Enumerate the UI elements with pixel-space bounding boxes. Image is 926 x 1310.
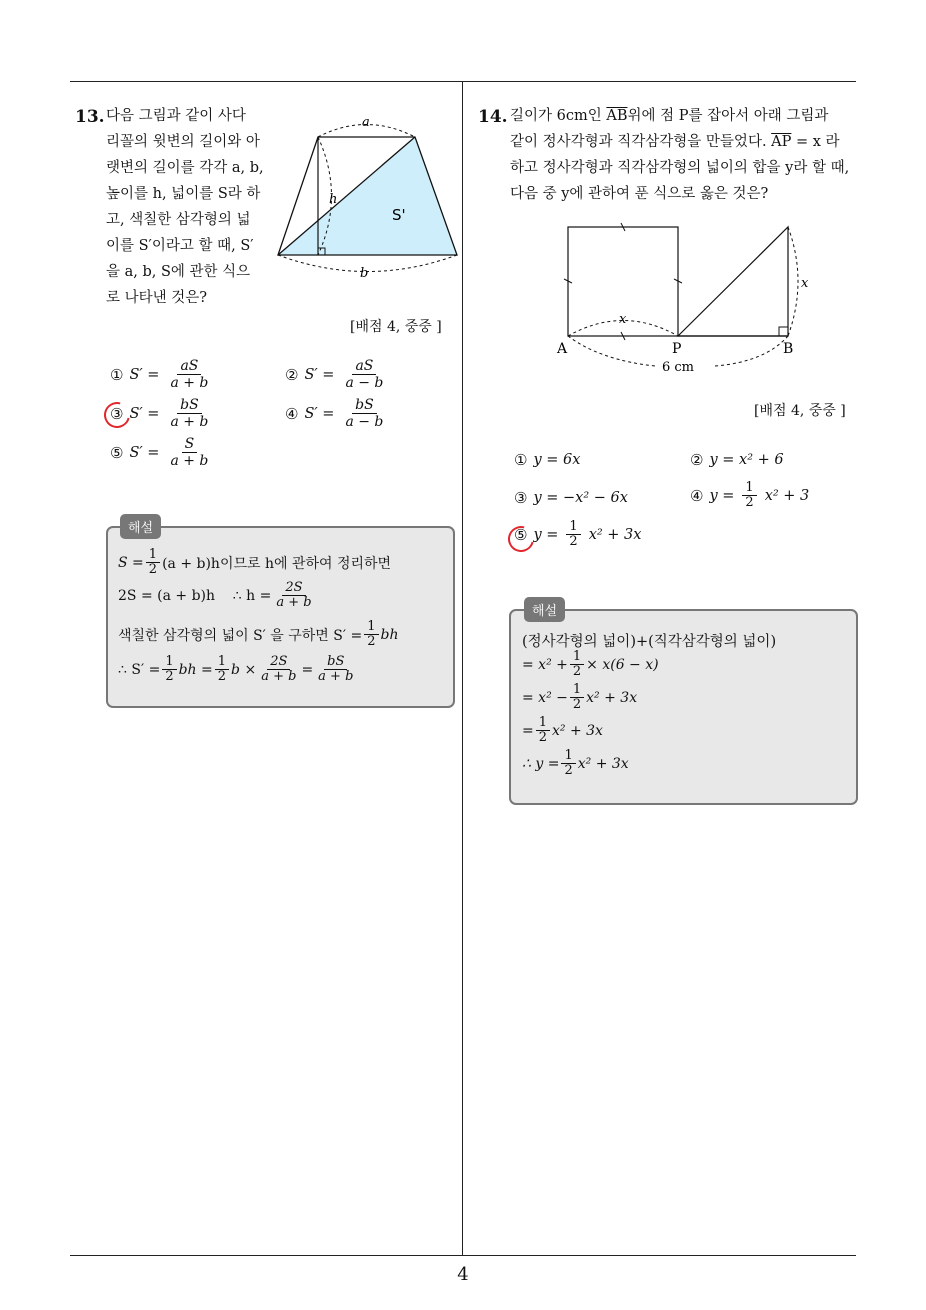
- choice-lhs: S′ =: [129, 444, 160, 461]
- choice-number: ③: [110, 404, 124, 423]
- page-number: 4: [457, 1264, 469, 1285]
- numerator: 1: [566, 520, 580, 535]
- solution-fraction: [364, 620, 378, 649]
- solution-line-4: [118, 655, 358, 684]
- solution-line-3: [118, 620, 399, 649]
- segment-ab: $\overline{AB}$: [606, 108, 628, 124]
- question-text-line: [510, 129, 855, 155]
- choice-fraction: [167, 436, 211, 469]
- numerator: aS: [177, 358, 201, 375]
- denominator: a + b: [261, 669, 297, 684]
- solution-text: ∴ y =: [522, 755, 560, 772]
- question-text: [106, 103, 266, 311]
- choice-fraction: [342, 358, 386, 391]
- solution-text: =: [522, 722, 534, 739]
- header-rule: [70, 81, 856, 82]
- numerator: bS: [352, 397, 377, 414]
- denominator: a + b: [170, 453, 209, 469]
- denominator: 2: [148, 562, 158, 577]
- denominator: 2: [745, 495, 754, 510]
- denominator: 2: [569, 534, 578, 549]
- numerator: 2S: [282, 581, 305, 596]
- question-text-line: 다음 그림과 같이 사다: [106, 108, 246, 124]
- solution-text: bh =: [178, 661, 213, 678]
- label-p: P: [672, 341, 682, 357]
- choice-fraction: [167, 397, 211, 430]
- choice-rhs: x² + 3: [764, 487, 810, 504]
- choice-1[interactable]: [514, 451, 580, 469]
- solution-text: b ×: [231, 661, 257, 678]
- choice-expression: y = 6x: [533, 452, 581, 468]
- question-text-line: 다음 중 y에 관하여 푼 식으로 옳은 것은?: [510, 186, 769, 202]
- solution-fraction: [570, 650, 584, 679]
- label-x-side: x: [801, 276, 809, 291]
- choice-2[interactable]: [285, 358, 388, 391]
- label-b: b: [360, 266, 369, 281]
- choice-lhs: S′ =: [304, 366, 335, 383]
- solution-text: (a + b)h이므로 h에 관하여 정리하면: [162, 555, 392, 572]
- column-divider: [462, 81, 463, 1256]
- choice-2[interactable]: [690, 451, 784, 469]
- choice-number: ②: [285, 365, 299, 384]
- label-a: a: [362, 115, 370, 130]
- denominator: a − b: [345, 375, 384, 391]
- numerator: 1: [570, 683, 584, 698]
- question-text-line: 고, 색칠한 삼각형의 넓: [106, 212, 251, 228]
- choice-lhs: S′ =: [129, 366, 160, 383]
- ab-dashed-arc-left: [568, 336, 655, 366]
- solution-fraction: [561, 749, 575, 778]
- numerator: 2S: [267, 655, 290, 670]
- solution-tag: 해설: [524, 597, 565, 622]
- choice-number: ④: [690, 486, 704, 505]
- numerator: 1: [162, 655, 176, 670]
- denominator: 2: [367, 634, 376, 649]
- choice-fraction: [566, 520, 580, 549]
- text-run: 위에 점 P를 잡아서 아래 그림과: [627, 108, 829, 124]
- solution-line-4: [522, 716, 603, 745]
- solution-fraction: [315, 655, 356, 684]
- choice-lhs: S′ =: [304, 405, 335, 422]
- solution-fraction: [258, 655, 299, 684]
- question-text-line: 로 나타낸 것은?: [106, 290, 208, 306]
- solution-text: ∴ S′ =: [118, 661, 161, 678]
- right-triangle: [678, 227, 788, 336]
- question-text-line: 리꼴의 윗변의 길이와 아: [106, 134, 260, 150]
- numerator: 1: [215, 655, 229, 670]
- solution-text: x² + 3x: [586, 689, 638, 706]
- solution-text: 색칠한 삼각형의 넓이 S′ 을 구하면 S′ =: [118, 627, 363, 644]
- denominator: 2: [564, 763, 573, 778]
- choice-fraction: [167, 358, 211, 391]
- choice-rhs: x² + 3x: [588, 526, 642, 543]
- trapezoid-figure: [270, 110, 460, 285]
- choice-4[interactable]: [690, 481, 809, 510]
- numerator: bS: [324, 655, 347, 670]
- choice-expression: y = x² + 6: [709, 452, 784, 468]
- solution-line-1: (정사각형의 넓이)+(직각삼각형의 넓이): [522, 634, 777, 650]
- solution-text: bh: [380, 626, 399, 643]
- question-text: [510, 103, 855, 207]
- shaded-triangle: [278, 137, 457, 255]
- label-x-bottom: x: [619, 312, 627, 327]
- solution-fraction: [215, 655, 229, 684]
- label-a: A: [557, 341, 568, 357]
- solution-fraction: [536, 716, 550, 745]
- solution-text: x² + 3x: [552, 722, 603, 739]
- solution-line-2: [118, 581, 317, 610]
- choice-fraction: [342, 397, 386, 430]
- numerator: bS: [177, 397, 202, 414]
- numerator: 1: [561, 749, 575, 764]
- choice-lhs: y =: [533, 526, 559, 543]
- choice-number: ⑤: [110, 443, 124, 462]
- solution-text: x² + 3x: [577, 755, 629, 772]
- denominator: 2: [572, 664, 582, 679]
- choice-fraction: [742, 481, 756, 510]
- choice-number: ③: [514, 489, 528, 507]
- solution-text: × x(6 − x): [586, 656, 659, 673]
- square-triangle-figure: [550, 215, 820, 380]
- choice-number: ①: [110, 365, 124, 384]
- question-text-line: [510, 103, 855, 129]
- choice-number: ⑤: [514, 525, 528, 544]
- numerator: S: [182, 436, 198, 453]
- solution-text: = x² +: [522, 656, 568, 673]
- choice-expression: y = −x² − 6x: [533, 490, 628, 506]
- numerator: aS: [352, 358, 376, 375]
- choice-3[interactable]: [514, 489, 628, 507]
- text-run: 길이가 6cm인: [510, 108, 602, 124]
- choice-lhs: y =: [709, 487, 735, 504]
- solution-text: = x² −: [522, 689, 568, 706]
- score-meta: [배점 4, 중중 ]: [754, 403, 846, 419]
- label-h: h: [329, 192, 338, 207]
- right-angle-mark: [779, 327, 788, 336]
- question-text-line: 하고 정사각형과 직각삼각형의 넓이의 합을 y라 할 때,: [510, 160, 850, 176]
- numerator: 1: [570, 650, 584, 665]
- numerator: 1: [364, 620, 378, 635]
- choice-number: ④: [285, 404, 299, 423]
- solution-line-1: [118, 548, 391, 577]
- question-number: 13.: [75, 107, 105, 127]
- solution-tag: 해설: [120, 514, 161, 539]
- solution-line-2: [522, 650, 659, 679]
- solution-fraction: [570, 683, 584, 712]
- solution-fraction: [162, 655, 176, 684]
- denominator: 2: [572, 697, 582, 712]
- solution-text: S =: [118, 554, 144, 571]
- label-length: 6 cm: [662, 360, 695, 375]
- solution-fraction: [273, 581, 314, 610]
- denominator: 2: [538, 730, 548, 745]
- question-text-line: 높이를 h, 넓이를 S라 하: [106, 186, 261, 202]
- question-number: 14.: [478, 107, 508, 127]
- segment-ap: $\overline{AP}$: [771, 134, 792, 150]
- question-text-line: 랫변의 길이를 각각 a, b,: [106, 160, 264, 176]
- numerator: 1: [146, 548, 160, 563]
- denominator: a + b: [170, 375, 209, 391]
- choice-lhs: S′ =: [129, 405, 160, 422]
- label-s-prime: S': [392, 206, 406, 224]
- choice-1[interactable]: [110, 358, 213, 391]
- footer-rule: [70, 1255, 856, 1256]
- label-b: B: [783, 341, 794, 357]
- question-text-line: 을 a, b, S에 관한 식으: [106, 264, 251, 280]
- denominator: a + b: [318, 669, 354, 684]
- choice-4[interactable]: [285, 397, 388, 430]
- side-dashed-arc: [788, 227, 798, 336]
- solution-text: 2S = (a + b)h ∴ h =: [118, 587, 272, 604]
- text-run: = x 라: [796, 134, 840, 150]
- denominator: 2: [165, 669, 174, 684]
- choice-number: ②: [690, 451, 704, 469]
- denominator: a − b: [345, 414, 384, 430]
- question-text-line: 이를 S′이라고 할 때, S′: [106, 238, 254, 254]
- denominator: 2: [217, 669, 227, 684]
- solution-line-3: [522, 683, 637, 712]
- solution-text: =: [301, 661, 314, 678]
- choice-number: ①: [514, 451, 528, 469]
- solution-line-5: [522, 749, 629, 778]
- text-run: 같이 정사각형과 직각삼각형을 만들었다.: [510, 134, 767, 150]
- numerator: 1: [742, 481, 756, 496]
- choice-5[interactable]: [110, 436, 213, 469]
- denominator: a + b: [170, 414, 209, 430]
- ab-dashed-arc-right: [715, 336, 788, 366]
- denominator: a + b: [276, 595, 312, 610]
- score-meta: [배점 4, 중중 ]: [350, 319, 442, 335]
- numerator: 1: [536, 716, 550, 731]
- solution-fraction: [146, 548, 160, 577]
